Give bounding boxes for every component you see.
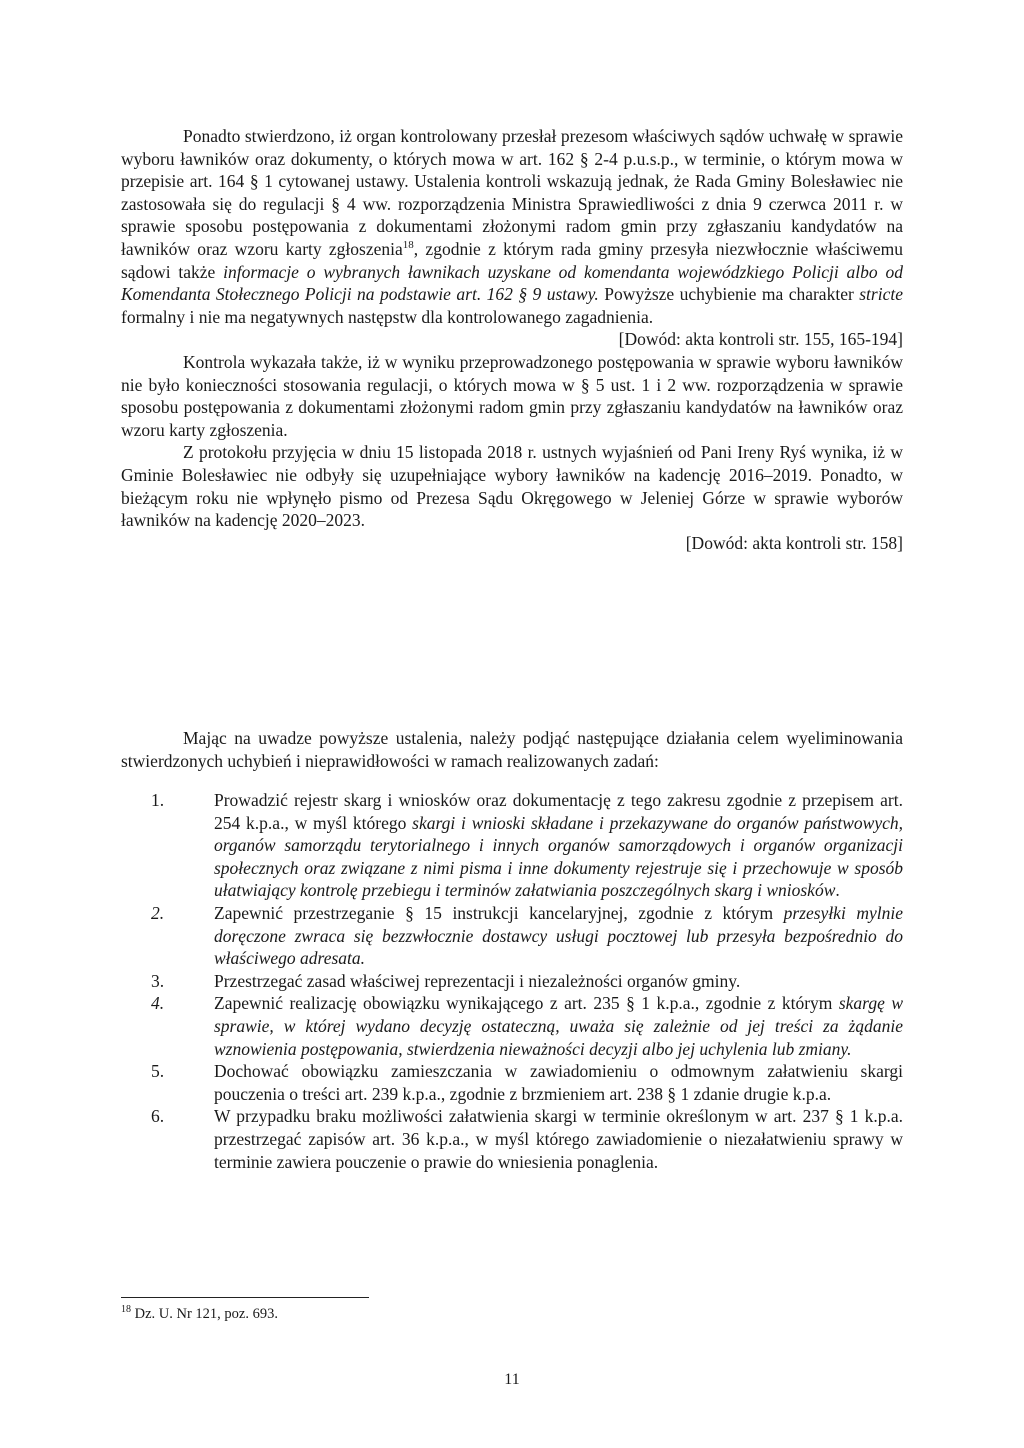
latin-term: stricte xyxy=(859,284,903,305)
list-number: 2. xyxy=(151,902,165,923)
footnote-reference: 18 xyxy=(402,239,414,252)
quoted-provision: przesyłki mylnie doręczone zwraca się bezzwłocznie dostawcy usługi pocztowej lub przesyła bezpośrednio do właściwego adresata. xyxy=(214,902,904,969)
list-item-text: Przestrzegać zasad właściwej reprezentacji i niezależności organów gminy. xyxy=(214,970,741,991)
list-number: 4. xyxy=(151,993,165,1014)
list-item xyxy=(121,1105,903,1173)
paragraph-intro: Mając na uwadze powyższe ustalenia, należy podjąć następujące działania celem wyeliminowania stwierdzonych uchybień i nieprawidłowości w ramach realizowanych zadań: xyxy=(121,728,903,771)
quoted-provision: informacje o wybranych ławnikach uzyskane od komendanta wojewódzkiego Policji albo od Komendanta Stołecznego Policji na podstawie art. 162 § 9 ustawy. xyxy=(121,261,903,305)
list-item-text: Prowadzić rejestr skarg i wniosków oraz dokumentację z tego zakresu zgodnie z przepisem art. 254 k.p.a., w myśl którego skargi i wnioski składane i przekazywane do organów państwowych, organów samorządu terytorialnego i innych organów samorządowych i organów organizacji społecznych oraz związane z nimi pisma i inne dokumenty rejestruje się i przechowuje w sposób ułatwiający kontrolę przebiegu i terminów załatwiania poszczególnych skarg i wniosków. xyxy=(214,790,903,901)
evidence-reference: [Dowód: akta kontroli str. 155, 165-194] xyxy=(618,329,903,350)
list-item-text: W przypadku braku możliwości załatwienia skargi w terminie określonym w art. 237 § 1 k.p.a. przestrzegać zapisów art. 36 k.p.a., w myśl którego zawiadomienie o niezałatwieniu sprawy w terminie zawiera pouczenie o prawie do wniesienia ponaglenia. xyxy=(214,1106,903,1172)
paragraph-text: formalny i nie ma negatywnych następstw dla kontrolowanego zagadnienia. xyxy=(121,306,654,327)
paragraph-text: Ponadto stwierdzono, iż organ kontrolowany przesłał prezesom właściwych sądów uchwałę w sprawie wyboru ławników oraz dokumenty, o których mowa w art. 162 § 2-4 p.u.s.p., w terminie, o którym mowa w przepisie art. 164 § 1 cytowanej ustawy. Ustalenia kontroli wskazują jednak, że Rada Gminy Bolesławiec nie zastosowała się do regulacji § 4 ww. rozporządzenia Ministra Sprawiedliwości z dnia 9 czerwca 2011 r. w sprawie sposobu postępowania z dokumentami złożonymi radom gmin przy zgłaszaniu kandydatów na ławników oraz wzoru karty zgłoszenia xyxy=(121,126,903,259)
paragraph-text: , zgodnie z którym rada gminy przesyła niezwłocznie właściwemu sądowi także xyxy=(121,238,903,282)
list-number: 6. xyxy=(151,1106,165,1127)
footnote xyxy=(121,1305,278,1323)
list-item xyxy=(121,902,903,970)
recommendations-list xyxy=(121,789,903,1173)
quoted-provision: skargi i wnioski składane i przekazywane do organów państwowych, organów samorządu terytorialnego i innych organów samorządowych i organów organizacji społecznych oraz związane z nimi pisma i inne dokumenty rejestruje się i przechowuje w sposób ułatwiający kontrolę przebiegu i terminów załatwiania poszczególnych skarg i wniosków xyxy=(214,812,903,901)
list-item xyxy=(121,992,903,1060)
evidence-reference: [Dowód: akta kontroli str. 158] xyxy=(685,532,903,553)
paragraph-text: Powyższe uchybienie ma charakter xyxy=(598,284,860,305)
findings-section xyxy=(121,125,903,554)
quoted-provision: skargę w sprawie, w której wydano decyzję ostateczną, uważa się zależnie od jej treści za żądanie wznowienia postępowania, stwierdzenia nieważności decyzji albo jej uchylenia lub zmiany. xyxy=(214,993,903,1059)
paragraph-protocol: Z protokołu przyjęcia w dniu 15 listopada 2018 r. ustnych wyjaśnień od Pani Ireny Ryś wynika, iż w Gminie Bolesławiec nie odbyły się uzupełniające wybory ławników na kadencję 2016–2019. Ponadto, w bieżącym roku nie wpłynęło pismo od Prezesa Sądu Okręgowego w Jeleniej Górze w sprawie wyborów ławników na kadencję 2020–2023. xyxy=(121,442,903,531)
list-item-text: Dochować obowiązku zamieszczania w zawiadomieniu o odmownym załatwieniu skargi pouczenia o treści art. 239 k.p.a., zgodnie z brzmieniem art. 238 § 1 zdanie drugie k.p.a. xyxy=(214,1061,903,1104)
footnote-separator xyxy=(121,1297,369,1298)
page-number: 11 xyxy=(504,1371,520,1388)
list-item xyxy=(121,789,903,902)
list-number: 1. xyxy=(151,790,165,810)
recommendations-intro xyxy=(121,727,903,772)
list-item-text: Zapewnić przestrzeganie § 15 instrukcji kancelaryjnej, zgodnie z którym przesyłki mylnie doręczone zwraca się bezzwłocznie dostawcy usługi pocztowej lub przesyła bezpośrednio do właściwego adresata. xyxy=(214,902,904,969)
list-number: 5. xyxy=(151,1061,165,1082)
paragraph-findings xyxy=(121,125,903,328)
list-item-text: Zapewnić realizację obowiązku wynikającego z art. 235 § 1 k.p.a., zgodnie z którym skargę w sprawie, w której wydano decyzję ostateczną, uważa się zależnie od jej treści za żądanie wznowienia postępowania, stwierdzenia nieważności decyzji albo jej uchylenia lub zmiany. xyxy=(214,993,903,1059)
footnote-text: Dz. U. Nr 121, poz. 693. xyxy=(131,1306,278,1322)
footnote-marker: 18 xyxy=(121,1304,131,1316)
list-item xyxy=(121,1060,903,1105)
list-number: 3. xyxy=(151,970,165,991)
list-item xyxy=(121,970,903,993)
paragraph-no-regulation: Kontrola wykazała także, iż w wyniku przeprowadzonego postępowania w sprawie wyboru ławników nie było konieczności stosowania regulacji, o których mowa w § 5 ust. 1 i 2 ww. rozporządzenia w sprawie sposobu postępowania z dokumentami złożonymi radom gmin przy zgłaszaniu kandydatów na ławników oraz wzoru karty zgłoszenia. xyxy=(121,351,903,440)
